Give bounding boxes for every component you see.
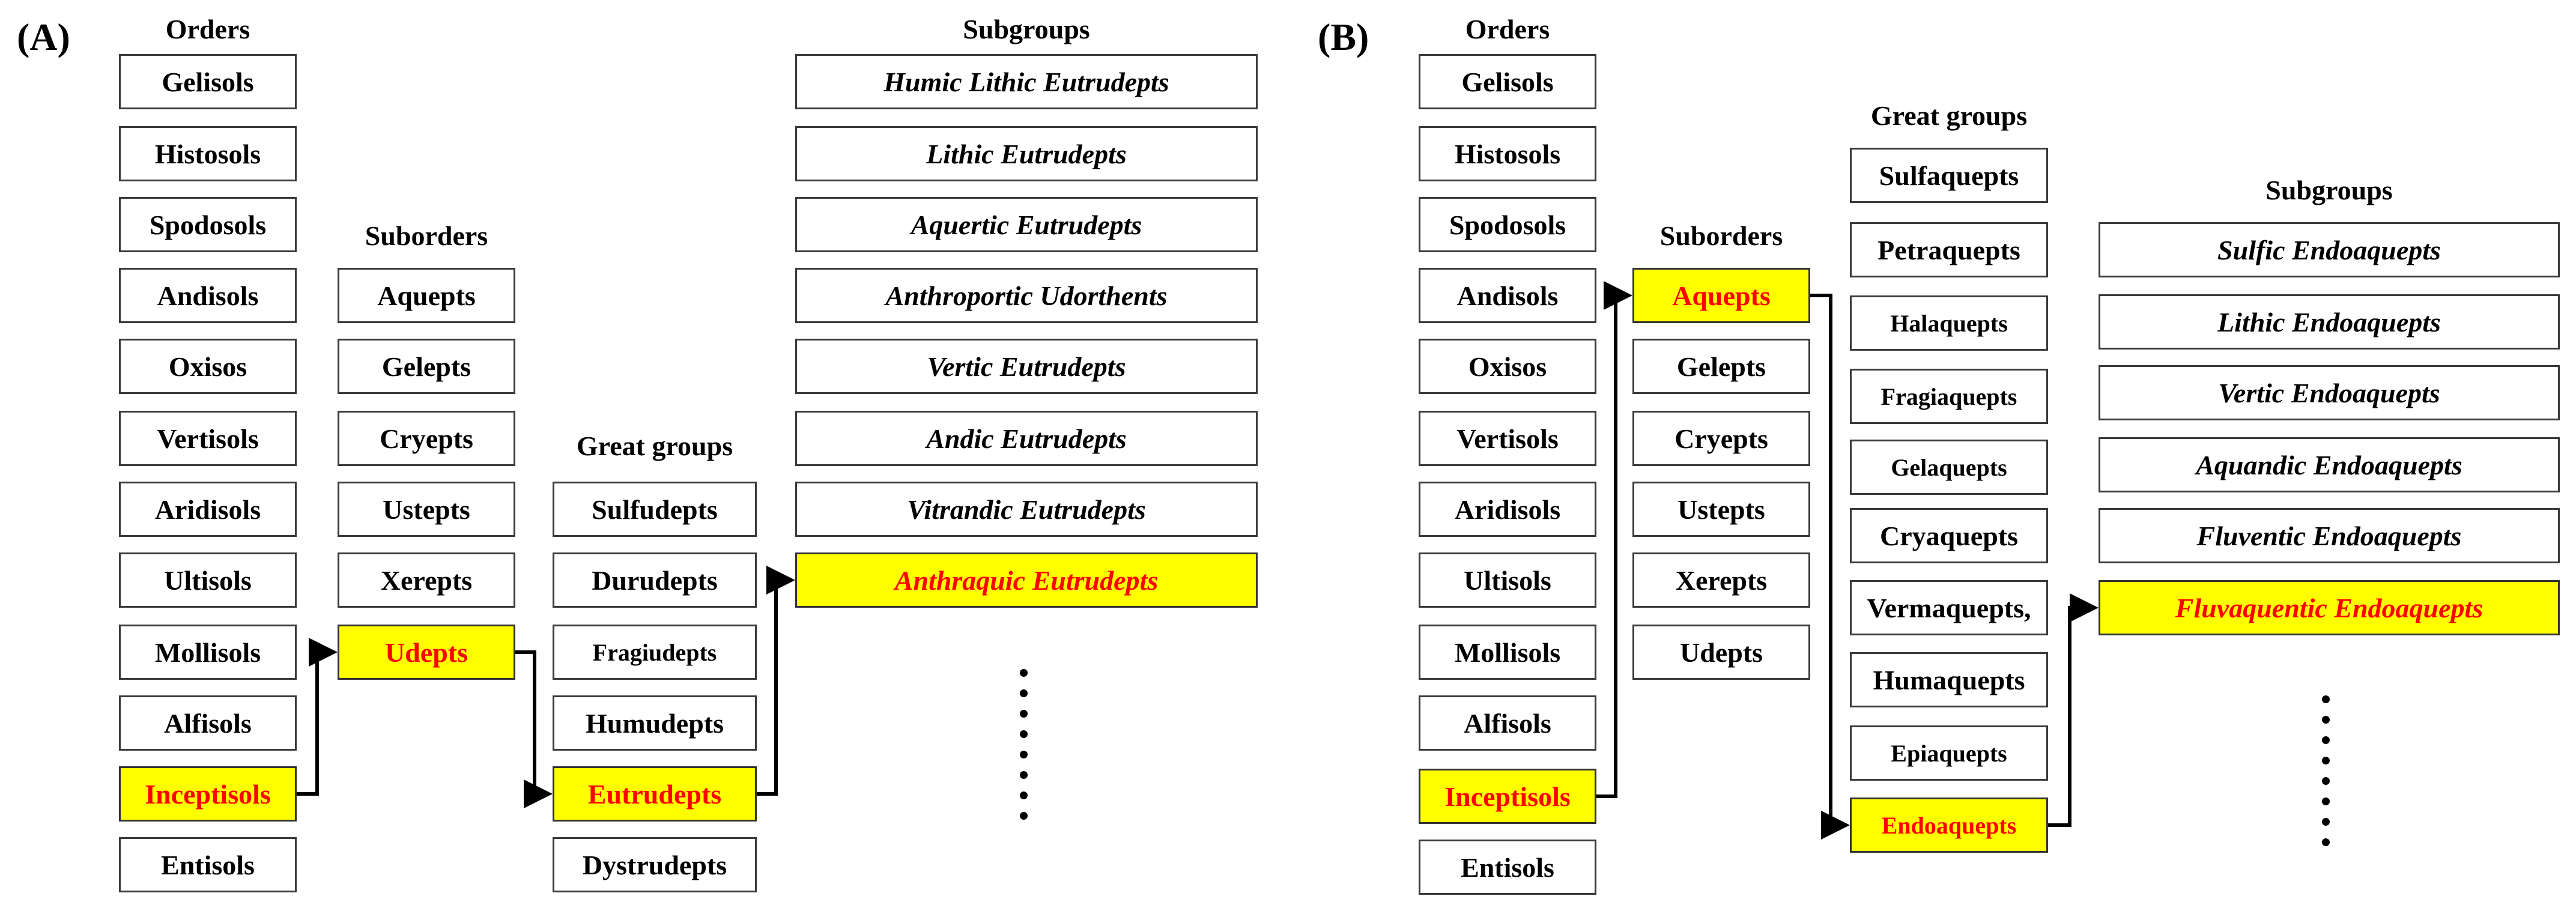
subgroup-box: Sulfic Endoaquepts xyxy=(2099,222,2560,277)
great-group-box-selected: Eutrudepts xyxy=(553,766,757,822)
orders-heading: Orders xyxy=(1465,14,1550,44)
order-box: Histosols xyxy=(119,126,297,181)
subgroup-box-selected: Fluvaquentic Endoaquepts xyxy=(2099,580,2560,635)
great-group-box: Sulfudepts xyxy=(553,482,757,537)
order-box: Gelisols xyxy=(119,54,297,109)
suborder-box: Xerepts xyxy=(338,552,515,608)
order-box: Alfisols xyxy=(119,695,297,751)
great-group-box-selected: Endoaquepts xyxy=(1850,798,2048,853)
suborder-box: Gelepts xyxy=(338,339,515,394)
order-box-selected: Inceptisols xyxy=(119,766,297,822)
order-box: Histosols xyxy=(1419,126,1596,181)
orders-heading: Orders xyxy=(165,14,250,44)
great-group-box: Vermaquepts, xyxy=(1850,580,2048,635)
subgroup-box-selected: Anthraquic Eutrudepts xyxy=(795,552,1258,608)
suborder-box: Xerepts xyxy=(1632,552,1810,608)
great-group-box: Cryaquepts xyxy=(1850,508,2048,563)
great-group-box: Humaquepts xyxy=(1850,652,2048,707)
panel-b-label: (B) xyxy=(1318,16,1369,58)
subgroup-box: Humic Lithic Eutrudepts xyxy=(795,54,1258,109)
order-box: Ultisols xyxy=(1419,552,1596,608)
order-box: Oxisos xyxy=(1419,339,1596,394)
suborder-box-selected: Aquepts xyxy=(1632,268,1810,323)
order-box: Spodosols xyxy=(119,197,297,252)
order-box: Vertisols xyxy=(1419,411,1596,466)
subgroup-box: Vitrandic Eutrudepts xyxy=(795,482,1258,537)
panel-b xyxy=(1291,0,2576,908)
subgroup-box: Lithic Endoaquepts xyxy=(2099,294,2560,350)
connector-order-to-suborder xyxy=(1596,295,1629,796)
panel-a-label: (A) xyxy=(17,16,70,58)
subgroup-box: Lithic Eutrudepts xyxy=(795,126,1258,181)
order-box: Oxisos xyxy=(119,339,297,394)
order-box: Ultisols xyxy=(119,552,297,608)
order-box: Spodosols xyxy=(1419,197,1596,252)
order-box: Mollisols xyxy=(1419,625,1596,680)
order-box: Andisols xyxy=(119,268,297,323)
great-group-box: Petraquepts xyxy=(1850,222,2048,277)
order-box: Alfisols xyxy=(1419,695,1596,751)
suborders-heading: Suborders xyxy=(365,220,488,251)
connector-suborder-to-greatgroup xyxy=(515,652,549,794)
suborder-box: Gelepts xyxy=(1632,339,1810,394)
connector-suborder-to-greatgroup xyxy=(1810,295,1846,825)
suborder-box-selected: Udepts xyxy=(338,625,515,680)
great-group-box: Gelaquepts xyxy=(1850,440,2048,495)
subgroup-box: Aquandic Endoaquepts xyxy=(2099,437,2560,492)
subgroup-box: Andic Eutrudepts xyxy=(795,411,1258,466)
great-group-box: Halaquepts xyxy=(1850,295,2048,351)
great-group-box: Durudepts xyxy=(553,552,757,608)
order-box: Aridisols xyxy=(119,482,297,537)
connector-order-to-suborder xyxy=(297,652,334,794)
subgroup-box: Aquertic Eutrudepts xyxy=(795,197,1258,252)
order-box: Andisols xyxy=(1419,268,1596,323)
subgroup-box: Fluventic Endoaquepts xyxy=(2099,508,2560,563)
order-box-selected: Inceptisols xyxy=(1419,769,1596,824)
subgroup-box: Vertic Endoaquepts xyxy=(2099,365,2560,420)
order-box: Entisols xyxy=(119,837,297,892)
great-group-box: Fragiudepts xyxy=(553,625,757,680)
subgroups-heading: Subgroups xyxy=(2265,175,2393,205)
great-group-box: Epiaquepts xyxy=(1850,725,2048,781)
suborder-box: Cryepts xyxy=(338,411,515,466)
great-group-box: Humudepts xyxy=(553,695,757,751)
suborder-box: Cryepts xyxy=(1632,411,1810,466)
subgroups-heading: Subgroups xyxy=(963,14,1090,44)
order-box: Entisols xyxy=(1419,840,1596,895)
connector-lines-b xyxy=(1291,0,2576,908)
order-box: Gelisols xyxy=(1419,54,1596,109)
suborder-box: Ustepts xyxy=(338,482,515,537)
suborder-box: Udepts xyxy=(1632,625,1810,680)
great-groups-heading: Great groups xyxy=(1870,100,2028,131)
connector-greatgroup-to-subgroup xyxy=(757,580,792,794)
great-groups-heading: Great groups xyxy=(576,431,733,461)
suborders-heading: Suborders xyxy=(1659,220,1783,251)
great-group-box: Fragiaquepts xyxy=(1850,369,2048,424)
order-box: Mollisols xyxy=(119,625,297,680)
subgroup-box: Vertic Eutrudepts xyxy=(795,339,1258,394)
subgroup-box: Anthroportic Udorthents xyxy=(795,268,1258,323)
great-group-box: Sulfaquepts xyxy=(1850,148,2048,203)
order-box: Vertisols xyxy=(119,411,297,466)
suborder-box: Aquepts xyxy=(338,268,515,323)
suborder-box: Ustepts xyxy=(1632,482,1810,537)
connector-greatgroup-to-subgroup xyxy=(2048,608,2095,825)
order-box: Aridisols xyxy=(1419,482,1596,537)
great-group-box: Dystrudepts xyxy=(553,837,757,892)
